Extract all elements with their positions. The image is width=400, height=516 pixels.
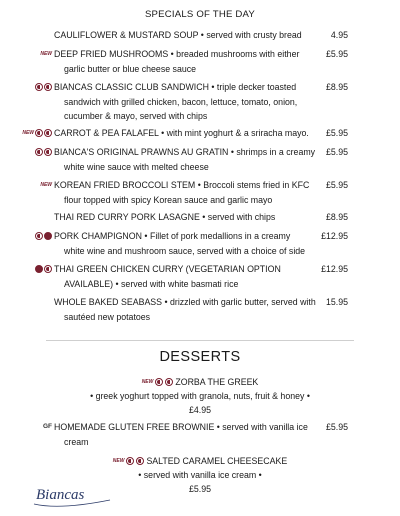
item-price: £5.95 (325, 49, 348, 59)
item-price: 15.95 (325, 297, 348, 307)
item-line: white wine sauce with melted cheese (64, 161, 209, 172)
item-price: £8.95 (325, 212, 348, 222)
dessert-name: ZORBA THE GREEK (175, 377, 259, 387)
item-description (54, 262, 320, 291)
item-description (54, 47, 320, 76)
dietary-icons (22, 126, 52, 140)
dessert-item (0, 373, 400, 417)
new-badge-icon: NEW (22, 129, 34, 136)
dietary-icons (40, 47, 52, 61)
item-line: garlic butter or blue cheese sauce (64, 63, 197, 74)
item-description: • served with vanilla ice cream • (138, 470, 262, 480)
item-line: CAULIFLOWER & MUSTARD SOUP • served with crusty bread (54, 30, 302, 40)
dietary-icons (40, 178, 52, 192)
item-line: white wine and mushroom sauce, served with a choice of side (64, 245, 306, 256)
item-description (54, 210, 320, 225)
dietary-icon (136, 457, 144, 465)
item-description (54, 229, 320, 258)
item-price: £8.95 (325, 82, 348, 92)
item-line: THAI GREEN CHICKEN CURRY (VEGETARIAN OPTION (54, 264, 281, 274)
item-description (54, 80, 320, 124)
dessert-name: SALTED CARAMEL CHEESECAKE (146, 456, 288, 466)
new-badge-icon: NEW (40, 50, 52, 57)
item-price: £5.95 (325, 422, 348, 432)
dietary-icon (35, 232, 43, 240)
dietary-icon (35, 129, 43, 137)
item-line: flour topped with spicy Korean sauce and garlic mayo (64, 194, 273, 205)
dietary-icon (165, 378, 173, 386)
item-line: BIANCA'S ORIGINAL PRAWNS AU GRATIN • shrimps in a creamy (54, 147, 316, 157)
item-line: KOREAN FRIED BROCCOLI STEM • Broccoli stems fried in KFC (54, 180, 310, 190)
dietary-icon (44, 148, 52, 156)
item-line: sautéed new potatoes (64, 311, 151, 322)
dietary-icons (35, 145, 52, 159)
biancas-logo (30, 484, 114, 510)
item-line: CARROT & PEA FALAFEL • with mint yoghurt & a sriracha mayo. (54, 128, 309, 138)
dietary-dark-icon (44, 232, 52, 240)
item-line: DEEP FRIED MUSHROOMS • breaded mushrooms with either (54, 49, 300, 59)
item-description (54, 295, 320, 324)
item-price: £12.95 (321, 231, 348, 241)
item-line: AVAILABLE) • served with white basmati rice (64, 278, 239, 289)
new-badge-icon: NEW (40, 181, 52, 188)
item-line: PORK CHAMPIGNON • Fillet of pork medallions in a creamy (54, 231, 291, 241)
dietary-icons (43, 420, 52, 434)
dietary-dark-icon (35, 265, 43, 273)
page-title: SPECIALS OF THE DAY (144, 9, 256, 20)
item-description (54, 28, 320, 43)
item-line: WHOLE BAKED SEABASS • drizzled with garlic butter, served with (54, 297, 316, 307)
item-price: £5.95 (325, 147, 348, 157)
dietary-icon (44, 129, 52, 137)
item-price: 4.95 (330, 30, 348, 40)
item-description (54, 420, 320, 449)
item-line: THAI RED CURRY PORK LASAGNE • served with chips (54, 212, 276, 222)
dietary-icons (35, 262, 52, 276)
new-badge-icon: NEW (112, 458, 125, 464)
new-badge-icon: NEW (141, 379, 154, 385)
dietary-icon (35, 83, 43, 91)
dietary-icon (35, 148, 43, 156)
dietary-icons (35, 229, 52, 243)
item-description (54, 126, 320, 141)
gluten-free-icon: GF (42, 422, 52, 430)
section-divider (46, 340, 354, 341)
dessert-title-row (0, 373, 400, 389)
logo-wordmark: Biancas (36, 487, 85, 503)
item-line: BIANCAS CLASSIC CLUB SANDWICH • triple decker toasted (54, 82, 297, 92)
item-line: cream (64, 436, 89, 447)
item-price: £12.95 (321, 264, 348, 274)
item-price: £5.95 (325, 180, 348, 190)
dessert-title-row (0, 452, 400, 468)
item-price: £5.95 (188, 484, 211, 494)
item-description (54, 178, 320, 207)
item-line: HOMEMADE GLUTEN FREE BROWNIE • served with vanilla ice (54, 422, 308, 432)
item-price: £5.95 (325, 128, 348, 138)
item-line: cucumber & mayo, served with chips (64, 111, 208, 121)
dietary-icon (155, 378, 163, 386)
dietary-icon (44, 83, 52, 91)
dietary-icon (126, 457, 134, 465)
item-line: sandwich with grilled chicken, bacon, lettuce, tomato, onion, (64, 96, 298, 107)
desserts-title: DESSERTS (159, 349, 241, 365)
dietary-icons (35, 80, 52, 94)
item-description (54, 145, 320, 174)
dietary-icon (44, 265, 52, 273)
item-description: • greek yoghurt topped with granola, nuts, fruit & honey • (90, 391, 310, 401)
item-price: £4.95 (188, 405, 211, 415)
